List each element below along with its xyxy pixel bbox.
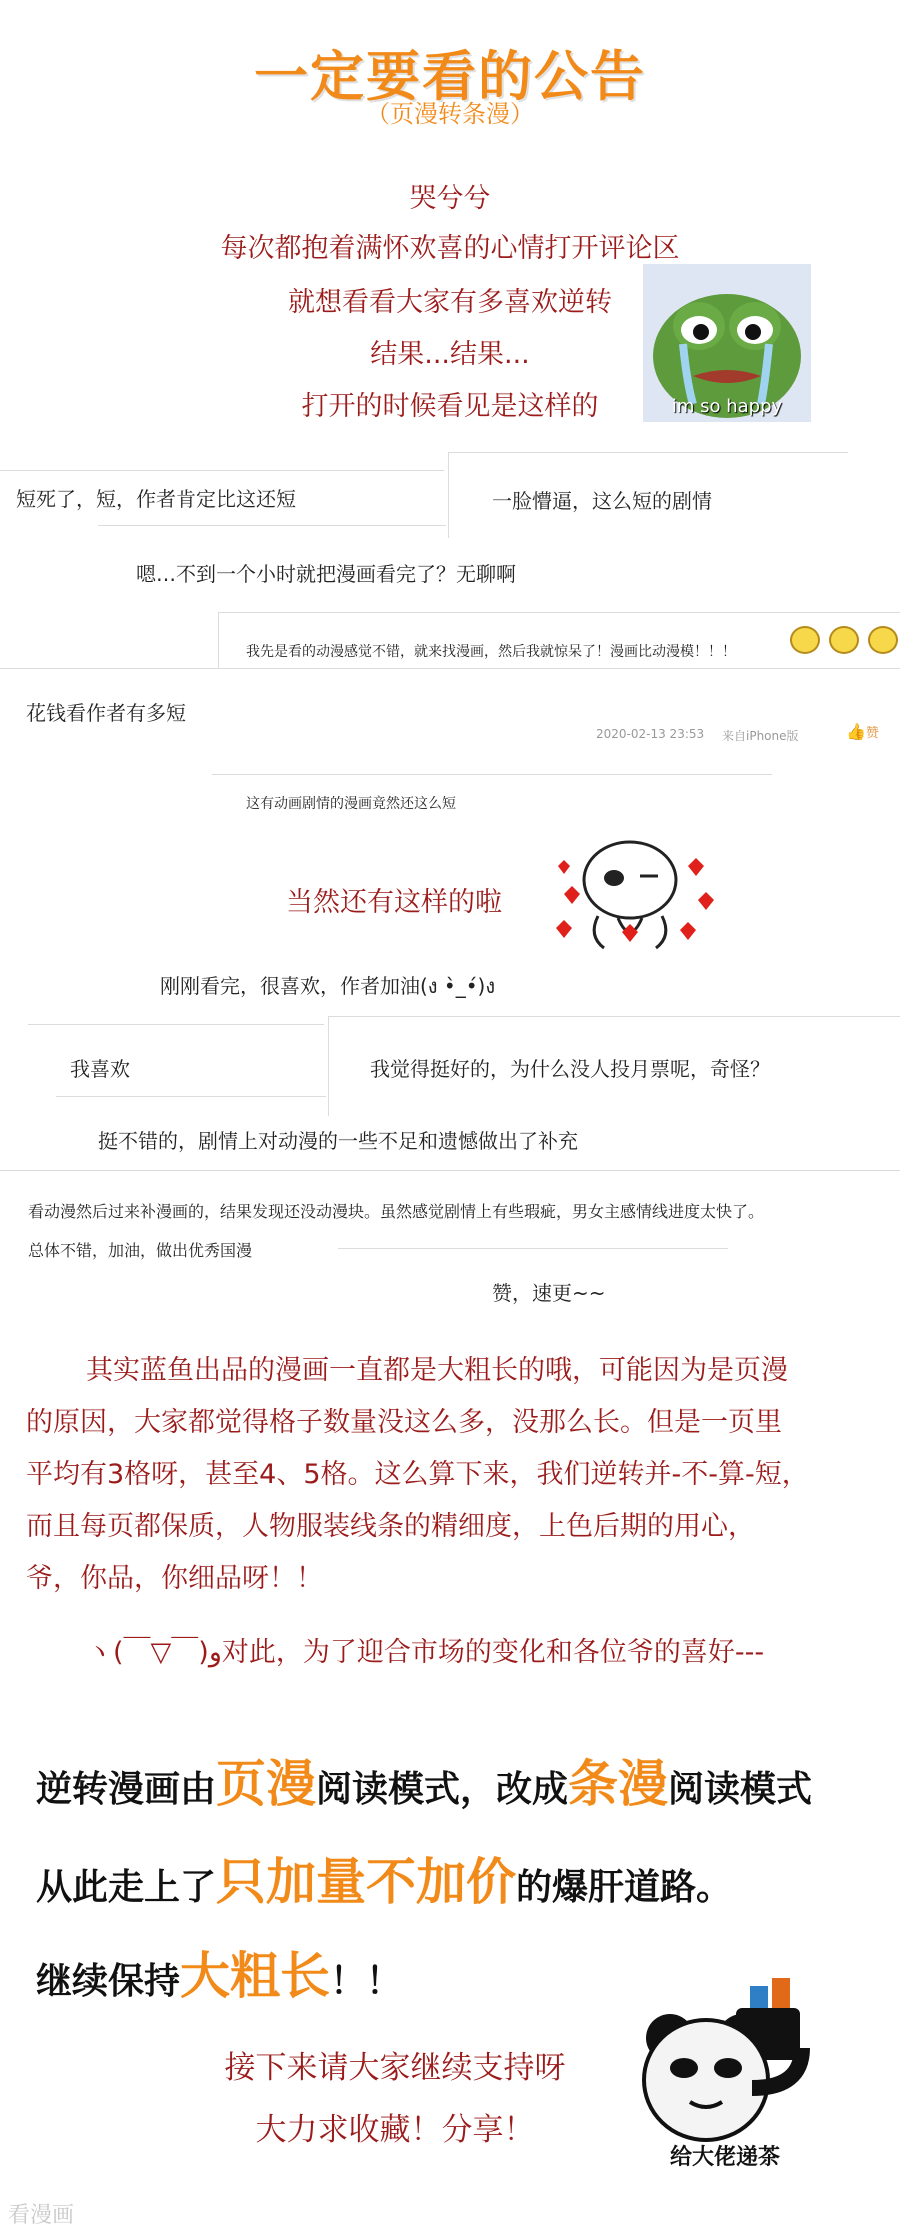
comment-text: 花钱看作者有多短 (26, 701, 186, 725)
watermark: 看漫画 (8, 2203, 75, 2228)
page-title: 一定要看的公告 (254, 45, 646, 108)
also-caption: 当然还有这样的啦 (286, 887, 502, 918)
divider (0, 668, 900, 669)
announcement-text: 继续保持 (36, 1961, 181, 2002)
divider (212, 774, 772, 775)
explanation-line-2: 的原因，大家都觉得格子数量没这么多，没那么长。但是一页里 (26, 1407, 782, 1438)
panda-caption: 给大佬递茶 (669, 2145, 780, 2170)
panda-tea-image (632, 1968, 832, 2178)
crying-frog-image (643, 264, 811, 422)
comment-text: 赞，速更~~ (492, 1281, 606, 1305)
divider (218, 612, 900, 613)
explanation-line-1: 其实蓝鱼出品的漫画一直都是大粗长的哦，可能因为是页漫 (86, 1355, 788, 1386)
closing-line-2: 大力求收藏！分享！ (255, 2112, 535, 2148)
divider (338, 1248, 728, 1249)
comment-timestamp: 2020-02-13 23:53 (596, 727, 705, 741)
announcement-line-1 (36, 1744, 812, 1816)
intro-line-4: 结果...结果... (370, 339, 530, 370)
emoji-group (786, 626, 898, 654)
comment-text: 我喜欢 (70, 1057, 130, 1081)
divider (218, 612, 219, 668)
divider (0, 470, 444, 471)
highlight-text: 只加量不加价 (216, 1853, 517, 1911)
divider (448, 452, 449, 538)
intro-line-2: 每次都抱着满怀欢喜的心情打开评论区 (220, 233, 680, 264)
like-button[interactable] (846, 722, 879, 741)
divider (328, 1016, 900, 1017)
page-subtitle: （页漫转条漫） (366, 100, 534, 128)
intro-line-5: 打开的时候看见是这样的 (301, 391, 599, 422)
announcement-text: 阅读模式 (668, 1769, 813, 1810)
comment-text: 刚刚看完，很喜欢，作者加油(ง •̀_•́)ง (160, 974, 496, 998)
comment-text: 我觉得挺好的，为什么没人投月票呢，奇怪？ (370, 1057, 770, 1081)
announcement-text: 逆转漫画由 (36, 1769, 217, 1810)
highlight-text: 页漫 (216, 1755, 317, 1813)
announcement-line-2 (36, 1842, 732, 1914)
face-emoji-icon (790, 626, 820, 654)
comment-text: 这有动画剧情的漫画竟然还这么短 (246, 796, 456, 812)
face-emoji-icon (868, 626, 898, 654)
explanation-line-4: 而且每页都保质，人物服装线条的精细度，上色后期的用心， (26, 1511, 755, 1542)
comment-text: 总体不错，加油，做出优秀国漫 (28, 1241, 253, 1260)
closing-line-1: 接下来请大家继续支持呀 (224, 2050, 566, 2086)
announcement-text: 阅读模式，改成 (316, 1769, 569, 1810)
meme-caption: im so happy (671, 396, 783, 417)
announcement-text: 的爆肝道路。 (516, 1867, 733, 1908)
intro-line-1: 哭兮兮 (409, 183, 491, 214)
divider (448, 452, 848, 453)
explanation-line-6: ヽ(￣▽￣)و对此，为了迎合市场的变化和各位爷的喜好--- (86, 1637, 765, 1668)
divider (98, 525, 446, 526)
divider (0, 1170, 900, 1171)
face-emoji-icon (829, 626, 859, 654)
heart-face-icon (548, 836, 718, 956)
highlight-text: 大粗长 (180, 1947, 331, 2005)
explanation-line-5: 爷，你品，你细品呀！！ (26, 1563, 323, 1594)
divider (328, 1016, 329, 1116)
announcement-line-3 (36, 1936, 402, 2008)
highlight-text: 条漫 (568, 1755, 669, 1813)
thumbs-up-icon: 👍 (846, 722, 866, 741)
comment-text: 看动漫然后过来补漫画的，结果发现还没动漫块。虽然感觉剧情上有些瑕疵，男女主感情线进度太快了。 (28, 1202, 765, 1221)
intro-line-3: 就想看看大家有多喜欢逆转 (288, 287, 612, 318)
like-label: 赞 (865, 726, 879, 741)
comment-source: 来自iPhone版 (722, 729, 799, 743)
heart-face-image (548, 836, 718, 956)
comment-text: 嗯…不到一个小时就把漫画看完了？无聊啊 (136, 562, 516, 586)
announcement-text: 从此走上了 (36, 1867, 217, 1908)
comment-text: 我先是看的动漫感觉不错，就来找漫画，然后我就惊呆了！漫画比动漫模！！！ (246, 644, 736, 660)
comment-text: 一脸懵逼，这么短的剧情 (492, 489, 712, 513)
divider (56, 1096, 326, 1097)
comment-text: 短死了，短，作者肯定比这还短 (16, 487, 296, 511)
announcement-text: ！！ (330, 1961, 403, 2002)
explanation-line-3: 平均有3格呀，甚至4、5格。这么算下来，我们逆转并-不-算-短， (26, 1459, 809, 1490)
comment-text: 挺不错的，剧情上对动漫的一些不足和遗憾做出了补充 (98, 1129, 578, 1153)
divider (28, 1024, 324, 1025)
